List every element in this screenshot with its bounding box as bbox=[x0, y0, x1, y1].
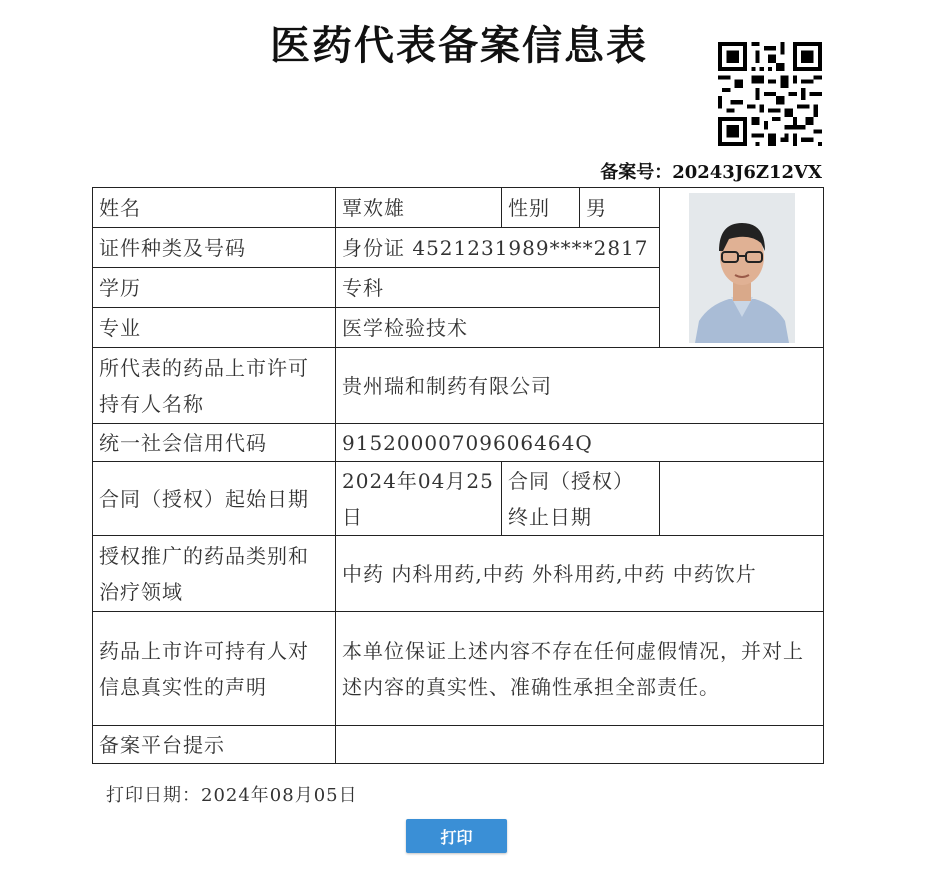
end-date-label: 合同（授权）终止日期 bbox=[502, 462, 660, 536]
print-date: 打印日期：2024年08月05日 bbox=[106, 785, 358, 806]
print-button[interactable]: 打印 bbox=[406, 819, 507, 853]
name-label: 姓名 bbox=[93, 188, 336, 228]
credit-code-value: 91520000709606464Q bbox=[336, 424, 824, 462]
portrait-photo bbox=[689, 193, 795, 343]
platform-hint-label: 备案平台提示 bbox=[93, 726, 336, 764]
education-value: 专科 bbox=[336, 268, 660, 308]
end-date-value bbox=[660, 462, 824, 536]
info-table bbox=[92, 187, 824, 764]
scope-label: 授权推广的药品类别和治疗领域 bbox=[93, 536, 336, 612]
start-date-value: 2024年04月25日 bbox=[336, 462, 502, 536]
credit-code-label: 统一社会信用代码 bbox=[93, 424, 336, 462]
statement-label: 药品上市许可持有人对信息真实性的声明 bbox=[93, 612, 336, 726]
gender-label: 性别 bbox=[502, 188, 580, 228]
holder-label: 所代表的药品上市许可持有人名称 bbox=[93, 348, 336, 424]
name-value: 覃欢雄 bbox=[336, 188, 502, 228]
education-label: 学历 bbox=[93, 268, 336, 308]
record-number bbox=[600, 158, 822, 184]
start-date-label: 合同（授权）起始日期 bbox=[93, 462, 336, 536]
id-value: 身份证 4521231989****2817 bbox=[336, 228, 660, 268]
statement-value: 本单位保证上述内容不存在任何虚假情况，并对上述内容的真实性、准确性承担全部责任。 bbox=[336, 612, 824, 726]
page-title: 医药代表备案信息表 bbox=[270, 22, 648, 69]
photo-cell bbox=[660, 188, 824, 348]
major-value: 医学检验技术 bbox=[336, 308, 660, 348]
scope-value: 中药 内科用药,中药 外科用药,中药 中药饮片 bbox=[336, 536, 824, 612]
gender-value: 男 bbox=[580, 188, 660, 228]
record-number-value: 20243J6Z12VX bbox=[672, 162, 822, 183]
record-number-label: 备案号： bbox=[600, 162, 673, 183]
qr-code bbox=[718, 42, 822, 146]
id-label: 证件种类及号码 bbox=[93, 228, 336, 268]
major-label: 专业 bbox=[93, 308, 336, 348]
platform-hint-value bbox=[336, 726, 824, 764]
holder-value: 贵州瑞和制药有限公司 bbox=[336, 348, 824, 424]
